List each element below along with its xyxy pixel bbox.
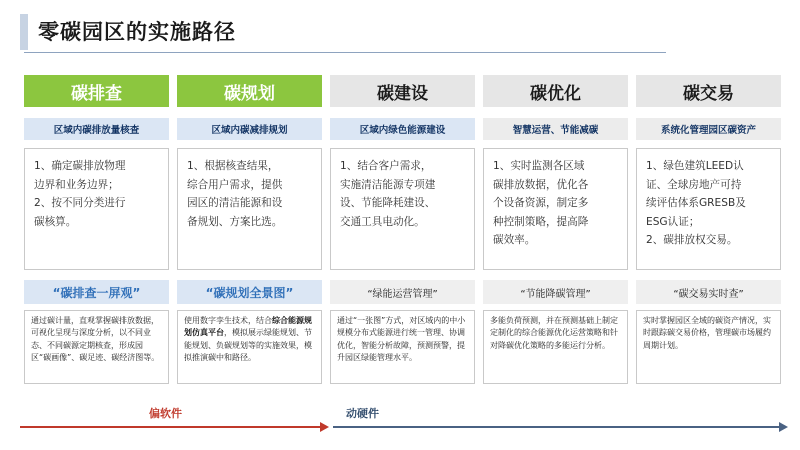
column-description (636, 310, 781, 384)
column-carbon-trading (636, 75, 781, 384)
description-text: 通过碳计量，直观掌握碳排放数据，可视化呈现与深度分析，以不同业态、不同碳源定期核查，形成园区“碳画像”、碳足迹、碳经济图等。 (31, 316, 160, 363)
column-heading: 碳优化 (483, 75, 628, 107)
software-arrow-head-icon (320, 422, 329, 432)
title-accent-bar (20, 14, 28, 50)
hardware-arrow-head-icon (779, 422, 788, 432)
description-highlight: 综合能源规划仿真平台 (184, 316, 312, 338)
column-body-text: 1、结合客户需求， 实施清洁能源专项建 设、节能降耗建设、 交通工具电动化。 (340, 160, 436, 228)
column-heading: 碳规划 (177, 75, 322, 107)
column-body (636, 148, 781, 270)
column-carbon-inventory (24, 75, 169, 384)
hardware-arrow-line (333, 426, 779, 428)
column-body (177, 148, 322, 270)
column-body-text: 1、绿色建筑LEED认 证、全球房地产可持 续评估体系GRESB及 ESG认证； 2、碳排放权交易。 (646, 160, 746, 247)
column-carbon-optimization (483, 75, 628, 384)
description-text-tail: ，模拟展示绿能规划、节能规划、负碳规划等的实施效果，模拟推演碳中和路径。 (184, 328, 312, 363)
column-body (24, 148, 169, 270)
title-divider (24, 52, 666, 53)
description-text: 多能负荷预测，并在预测基础上制定定制化的综合能源优化运营策略和针对降碳优化策略的多能运行分析。 (490, 316, 618, 350)
column-quote: “碳规划全景图” (177, 280, 322, 304)
column-description (483, 310, 628, 384)
software-arrow-line (20, 426, 320, 428)
column-quote: “绿能运营管理” (330, 280, 475, 304)
column-heading: 碳交易 (636, 75, 781, 107)
description-text: 通过“一张图”方式，对区域内的中小规模分布式能源进行统一管理、协调优化，智能分析故障，预测预警，提升园区绿能管理水平。 (337, 316, 466, 363)
column-description (330, 310, 475, 384)
hardware-label: 动硬件 (346, 407, 379, 420)
column-subtitle: 智慧运营、节能减碳 (483, 118, 628, 140)
column-quote: “碳交易实时查” (636, 280, 781, 304)
column-body-text: 1、实时监测各区域 碳排放数据，优化各 个设备资源，制定多 种控制策略，提高降 碳效率。 (493, 160, 589, 247)
column-quote: “碳排查一屏观” (24, 280, 169, 304)
column-subtitle: 区域内碳减排规划 (177, 118, 322, 140)
column-carbon-planning (177, 75, 322, 384)
description-text: 使用数字孪生技术，结合 (184, 316, 272, 325)
column-heading: 碳建设 (330, 75, 475, 107)
page-title: 零碳园区的实施路径 (38, 20, 236, 44)
column-body (483, 148, 628, 270)
software-label: 偏软件 (149, 407, 182, 420)
column-subtitle: 系统化管理园区碳资产 (636, 118, 781, 140)
column-description (177, 310, 322, 384)
description-text: 实时掌握园区全域的碳资产情况，实时跟踪碳交易价格，管理碳市场履约周期计划。 (643, 316, 771, 350)
column-body-text: 1、根据核查结果， 综合用户需求，提供 园区的清洁能源和设 备规划、方案比选。 (187, 160, 283, 228)
column-subtitle: 区域内碳排放量核查 (24, 118, 169, 140)
column-carbon-construction (330, 75, 475, 384)
column-description (24, 310, 169, 384)
column-quote: “节能降碳管理” (483, 280, 628, 304)
column-heading: 碳排查 (24, 75, 169, 107)
column-subtitle: 区域内绿色能源建设 (330, 118, 475, 140)
column-body-text: 1、确定碳排放物理 边界和业务边界； 2、按不同分类进行 碳核算。 (34, 160, 126, 228)
column-body (330, 148, 475, 270)
